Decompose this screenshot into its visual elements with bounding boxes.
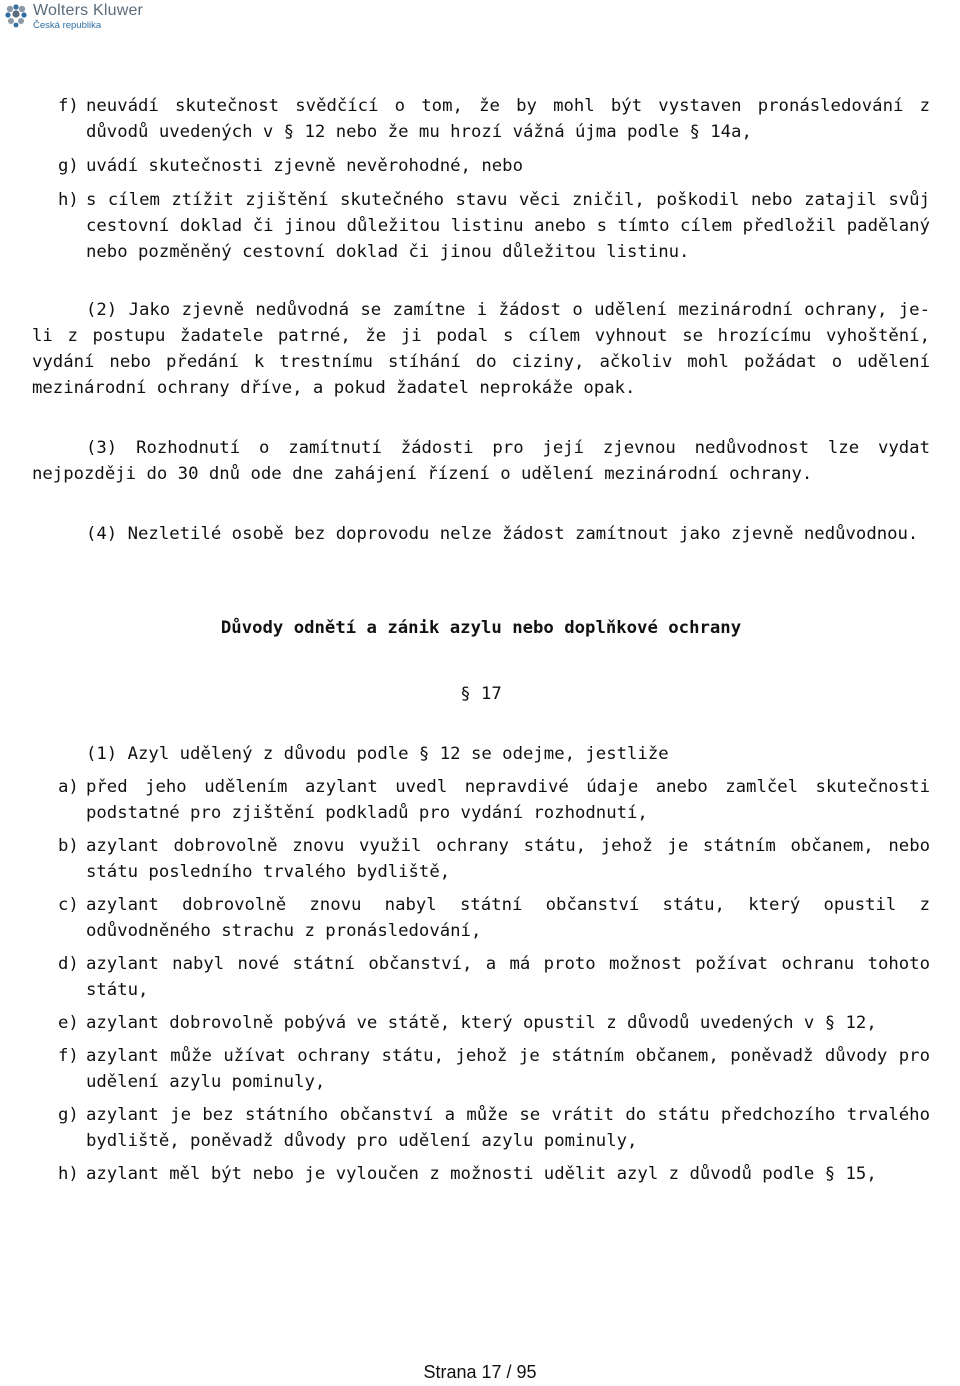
item-text: s cílem ztížit zjištění skutečného stavu věci zničil, poškodil nebo zatajil svůj cestovní doklad či jinou důležitou listinu anebo s tímto cílem předložil padělaný nebo pozměněný cestovní doklad či jinou důležitou listinu.	[86, 190, 930, 262]
item-label: g)	[58, 156, 79, 176]
item-text: azylant může užívat ochrany státu, jehož je státním občanem, poněvadž důvody pro udělení azylu pominuly,	[86, 1046, 930, 1092]
item-label: e)	[58, 1013, 79, 1033]
item-text: azylant je bez státního občanství a může se vrátit do státu předchozího trvalého bydliště, poněvadž důvody pro udělení azylu pominuly,	[86, 1105, 930, 1151]
logo-name: Wolters Kluwer	[33, 2, 144, 19]
item-text: neuvádí skutečnost svědčící o tom, že by mohl být vystaven pronásledování z důvodů uvedených v § 12 nebo že mu hrozí vážná újma podle § 14a,	[86, 96, 930, 142]
item-label: c)	[58, 895, 79, 915]
list-item	[32, 951, 930, 1003]
list-item	[32, 93, 930, 145]
intro-paragraph: (1) Azyl udělený z důvodu podle § 12 se odejme, jestliže	[86, 744, 669, 764]
list-item	[32, 833, 930, 885]
item-text: azylant dobrovolně znovu nabyl státní občanství státu, který opustil z odůvodněného strachu z pronásledování,	[86, 895, 930, 941]
item-text: uvádí skutečnosti zjevně nevěrohodné, nebo	[86, 156, 523, 176]
item-label: g)	[58, 1105, 79, 1125]
document-body	[32, 93, 930, 1187]
list-item	[32, 1102, 930, 1154]
wolters-kluwer-logo-icon	[3, 3, 29, 29]
item-text: azylant měl být nebo je vyloučen z možnosti udělit azyl z důvodů podle § 15,	[86, 1164, 877, 1184]
item-label: h)	[58, 190, 79, 210]
item-label: a)	[58, 777, 79, 797]
section-number: § 17	[460, 684, 502, 704]
publisher-logo	[3, 3, 143, 31]
paragraph: (3) Rozhodnutí o zamítnutí žádosti pro její zjevnou nedůvodnost lze vydat nejpozději do 30 dnů ode dne zahájení řízení o udělení mezinárodní ochrany.	[32, 438, 930, 484]
list-item	[32, 187, 930, 265]
list-item	[32, 1161, 930, 1187]
item-text: azylant nabyl nové státní občanství, a má proto možnost požívat ochranu tohoto státu,	[86, 954, 930, 1000]
list-item	[32, 153, 930, 179]
paragraph: (4) Nezletilé osobě bez doprovodu nelze žádost zamítnout jako zjevně nedůvodnou.	[86, 524, 919, 544]
item-text: azylant dobrovolně znovu využil ochrany státu, jehož je státním občanem, nebo státu posledního trvalého bydliště,	[86, 836, 930, 882]
item-label: f)	[58, 1046, 79, 1066]
list-item	[32, 892, 930, 944]
paragraph: (2) Jako zjevně nedůvodná se zamítne i žádost o udělení mezinárodní ochrany, je-li z postupu žadatele patrné, že ji podal s cílem vyhnout se hrozícímu vyhoštění, vydání nebo předání k trestnímu stíhání do ciziny, ačkoliv mohl požádat o udělení mezinárodní ochrany dříve, a pokud žadatel neprokáže opak.	[32, 300, 930, 398]
item-label: b)	[58, 836, 79, 856]
list-item	[32, 1043, 930, 1095]
item-label: f)	[58, 96, 79, 116]
logo-subtitle: Česká republika	[33, 20, 102, 31]
item-label: h)	[58, 1164, 79, 1184]
page-number: Strana 17 / 95	[423, 1362, 537, 1382]
item-label: d)	[58, 954, 79, 974]
list-item	[32, 1010, 930, 1036]
section-heading: Důvody odnětí a zánik azylu nebo doplňkové ochrany	[220, 618, 742, 638]
item-text: azylant dobrovolně pobývá ve státě, který opustil z důvodů uvedených v § 12,	[86, 1013, 877, 1033]
list-item	[32, 774, 930, 826]
item-text: před jeho udělením azylant uvedl nepravdivé údaje anebo zamlčel skutečnosti podstatné pro zjištění podkladů pro vydání rozhodnutí,	[86, 777, 930, 823]
